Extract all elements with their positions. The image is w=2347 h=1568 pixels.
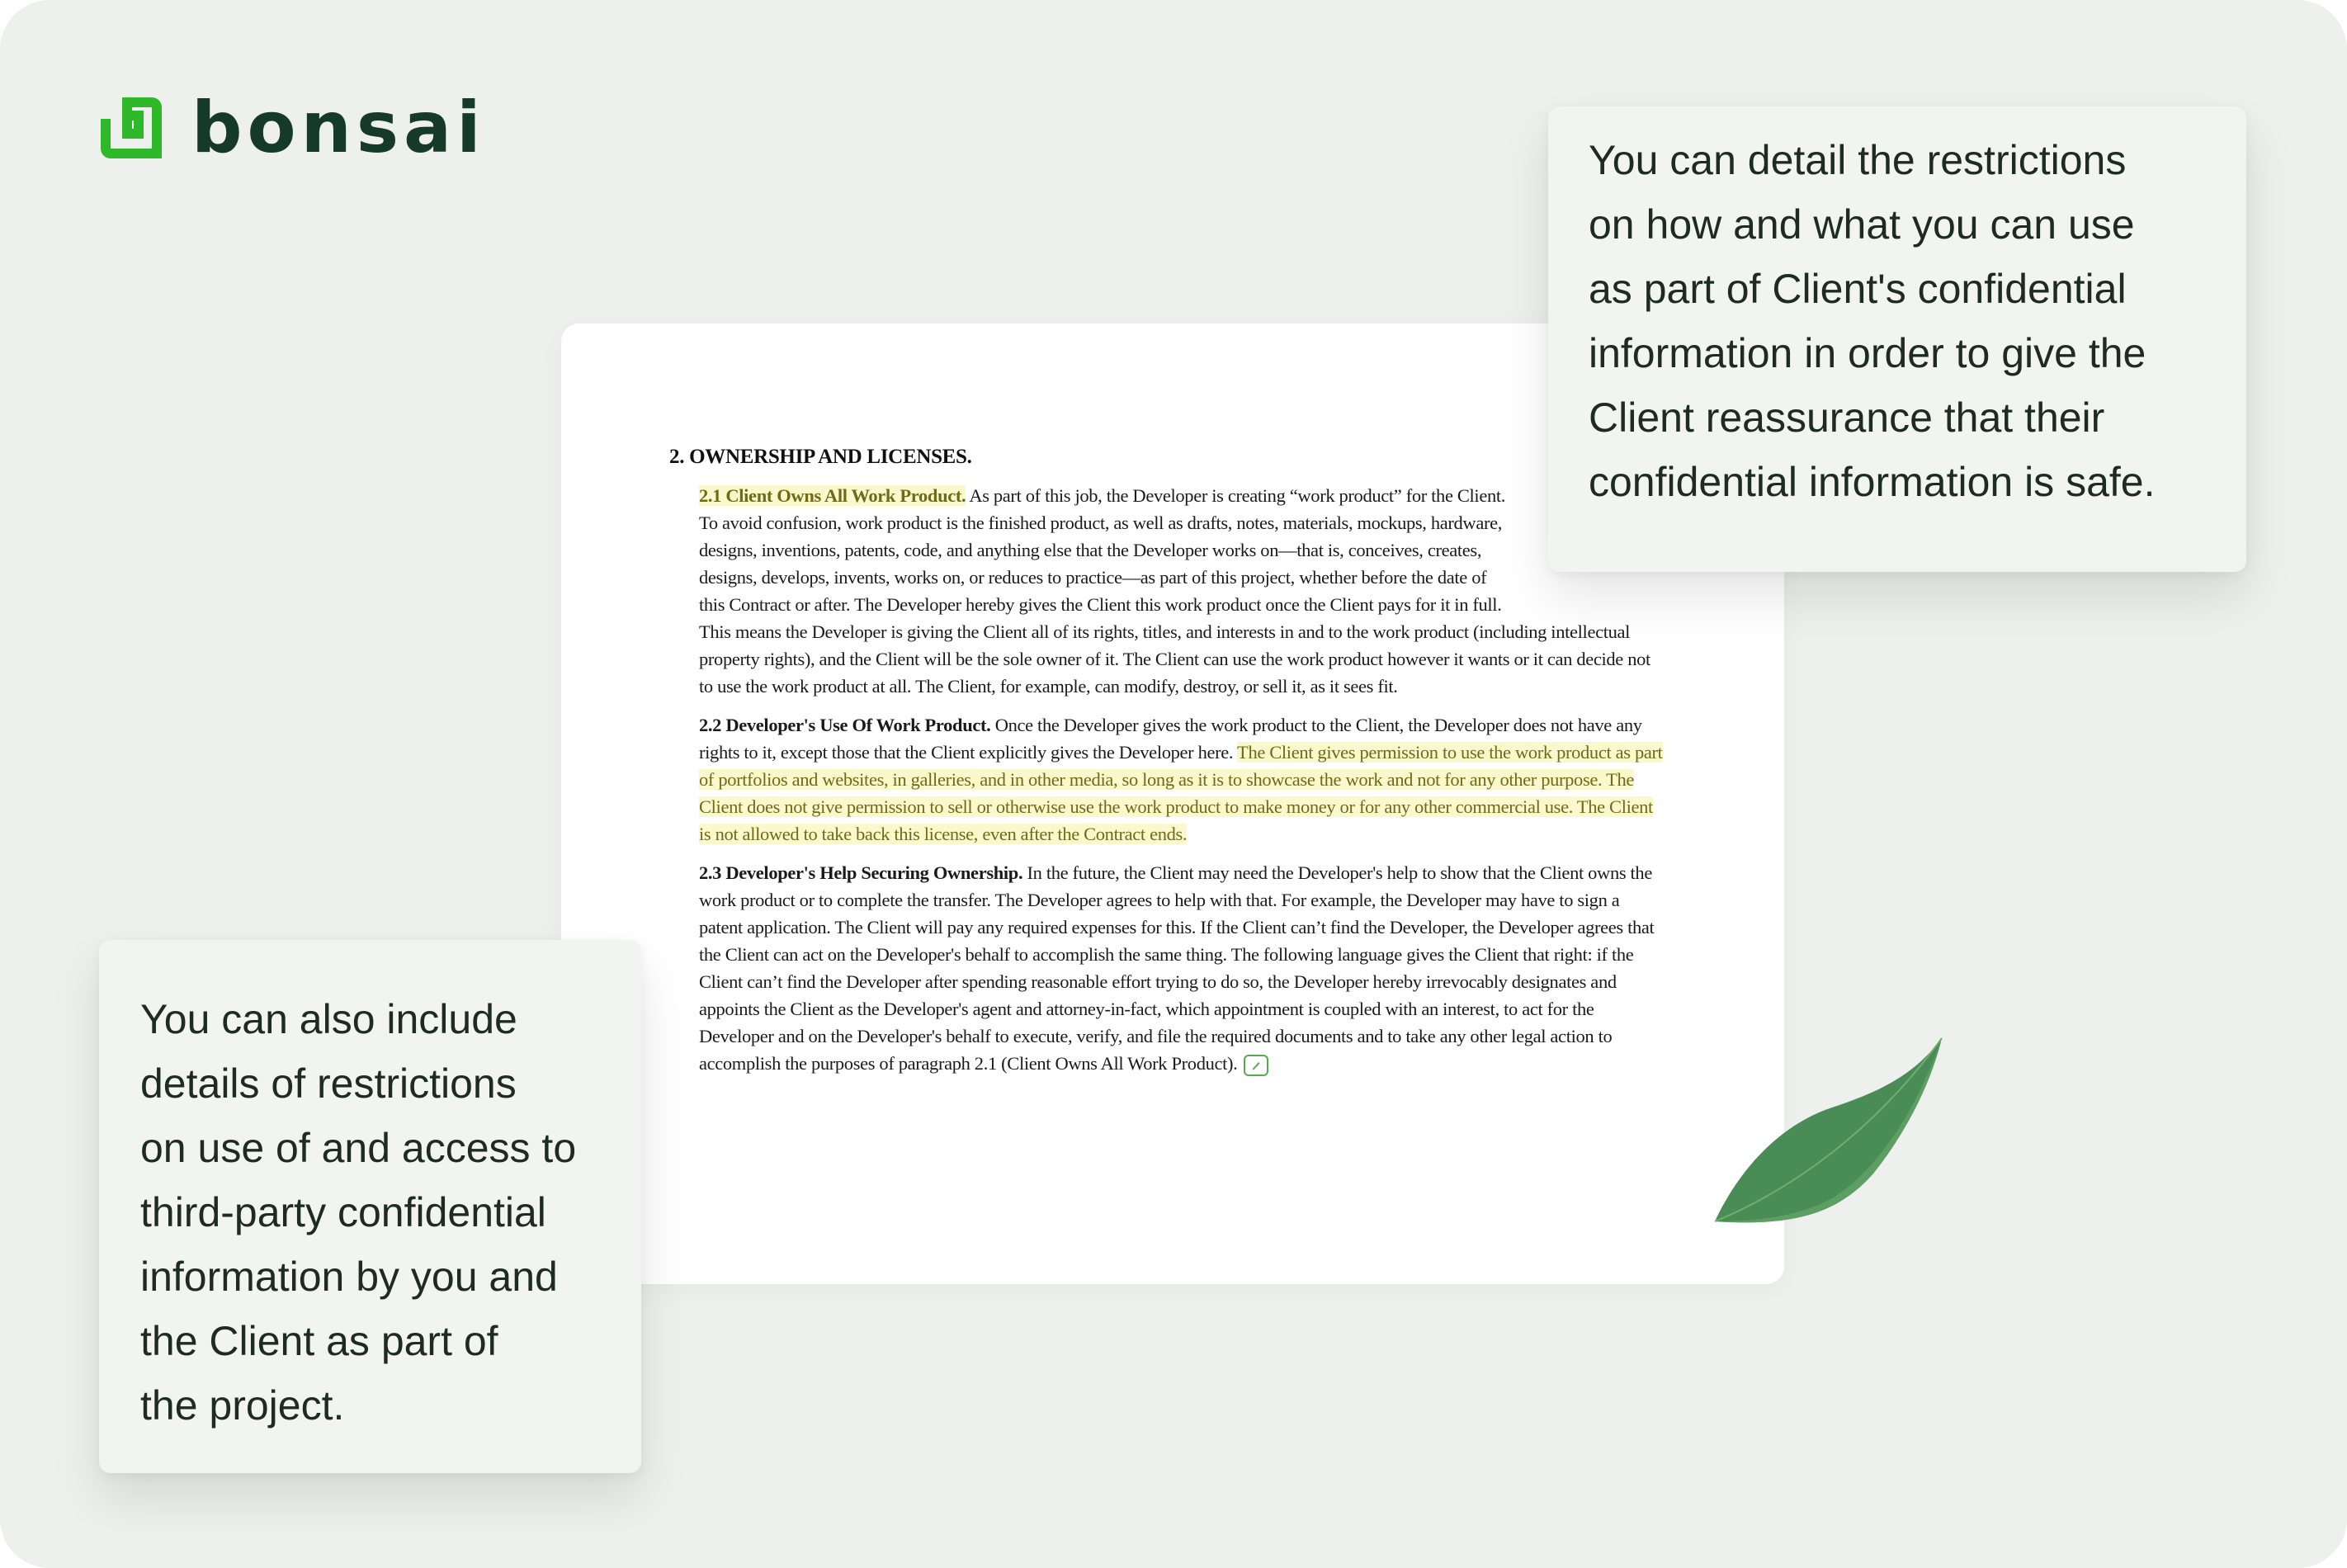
clause-2-3 [699,859,1665,1077]
callout-line: the project. [140,1382,345,1429]
clause-title: 2.3 Developer's Help Securing Ownership. [699,862,1023,883]
callout-line: on how and what you can use [1589,201,2135,248]
pencil-icon [1250,1060,1262,1071]
clause-title: 2.1 Client Owns All Work Product. [699,485,966,506]
clause-title: 2.2 Developer's Use Of Work Product. [699,715,991,735]
callout-line: on use of and access to [140,1125,577,1171]
clause-text: As part of this job, the Developer is creating “work product” for the Client. To avoid confusion, work product is the finished product, as well as drafts, notes, materials, mockups, hardware, designs, inventions, patents, code, and anything else that the Developer works on—that is, conceives, creates, designs, develops, invents, works on, or reduces to practice—as part of this project, whether before the date of this Contract or after. The Developer hereby gives the Client this work product once the Client pays for it in full. This means the Developer is giving the Client all of its rights, titles, and interests in and to the work product (including intellectual property rights), and the Client will be the sole owner of it. The Client can use the work product however it wants or it can decide not to use the work product at all. The Client, for example, can modify, destroy, or sell it, as it sees fit. [699,485,1650,697]
clause-text: Once the Developer gives the work product to the Client, the Developer does not have any rights to it, except those that the Client explicitly gives the Developer here. [699,715,1642,763]
callout-confidential-info [1548,106,2246,572]
edit-button[interactable] [1244,1055,1268,1076]
callout-third-party [99,940,641,1473]
bonsai-logo-text: bonsai [191,87,486,169]
bonsai-logo [97,87,486,169]
callout-line: You can also include [140,996,517,1042]
callout-line: confidential information is safe. [1589,459,2156,505]
callout-line: You can detail the restrictions [1589,137,2127,183]
callout-line: as part of Client's confidential [1589,266,2127,312]
callout-line: information in order to give the [1589,330,2146,376]
highlighted-text: The Client gives permission to use the work product as part of portfolios and websites, in galleries, and in other media, so long as it is to showcase the work and not for any other purpose. The Client does not give permission to sell or otherwise use the work product to make money or for any other commercial use. The Client is not allowed to take back this license, even after the Contract ends. [699,742,1663,844]
leaf-illustration [1708,1033,1956,1231]
bonsai-logo-icon [97,94,165,162]
callout-line: information by you and [140,1254,558,1300]
callout-line: details of restrictions [140,1060,517,1107]
callout-line: Client reassurance that their [1589,394,2105,441]
clauses [699,482,1665,1089]
clause-text: In the future, the Client may need the Developer's help to show that the Client owns the work product or to complete the transfer. The Developer agrees to help with that. For example, the Developer may have to sign a patent application. The Client will pay any required expenses for this. If the Client can’t find the Developer, the Developer agrees that the Client can act on the Developer's behalf to accomplish the same thing. The following language gives the Client that right: if the Client can’t find the Developer after spending reasonable effort trying to do so, the Developer hereby irrevocably designates and appoints the Client as the Developer's agent and attorney-in-fact, which appointment is coupled with an interest, to act for the Developer and on the Developer's behalf to execute, verify, and file the required documents and to take any other legal action to accomplish the purposes of paragraph 2.1 (Client Owns All Work Product). [699,862,1655,1074]
section-heading: 2. OWNERSHIP AND LICENSES. [669,446,972,468]
callout-line: third-party confidential [140,1189,546,1235]
clause-2-2 [699,711,1665,848]
callout-line: the Client as part of [140,1318,498,1364]
